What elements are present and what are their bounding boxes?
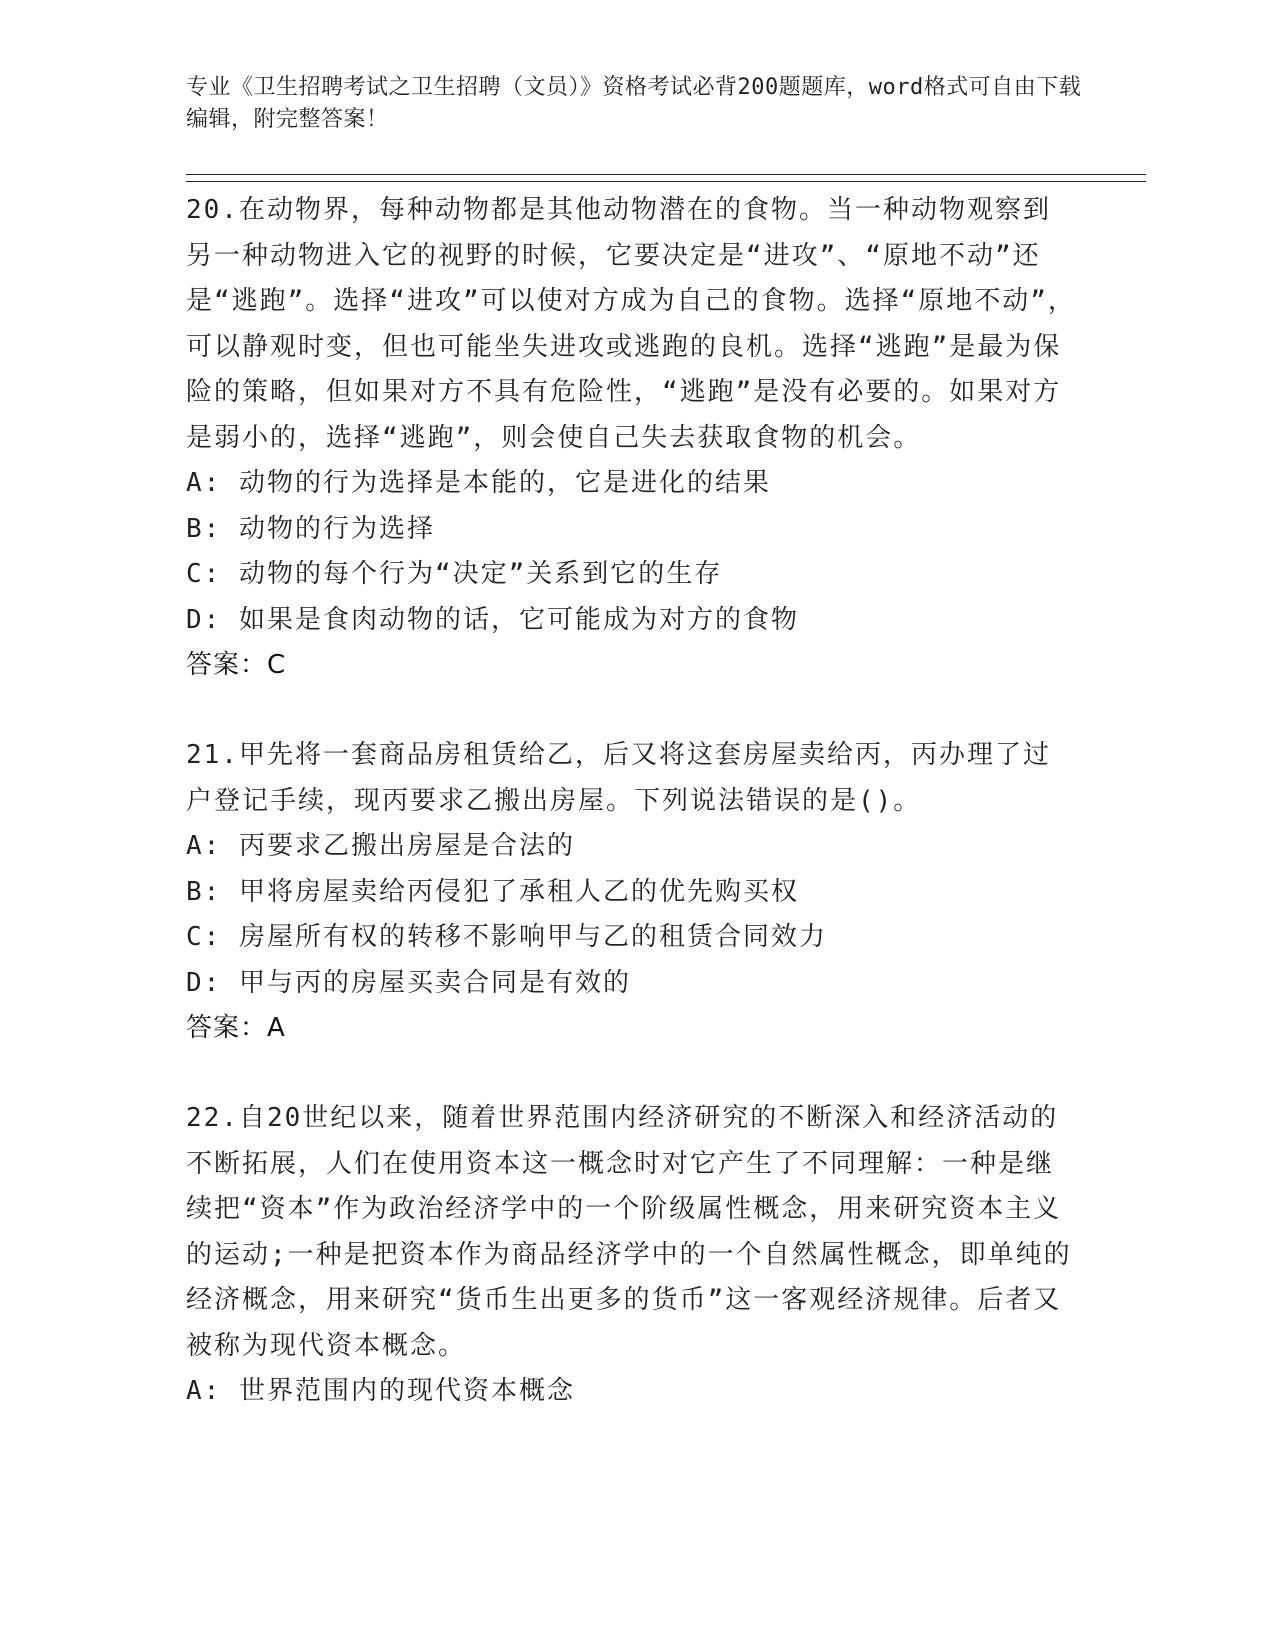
answer-label: 答案：A bbox=[186, 1013, 286, 1043]
question-text: 22.自20世纪以来，随着世界范围内经济研究的不断深入和经济活动的不断拓展，人们在使用资本这一概念时对它产生了不同理解：一种是继续把“资本”作为政治经济学中的一个阶级属性概念，用来研究资本主义的运动;一种是把资本作为商品经济学中的一个自然属性概念，即单纯的经济概念，用来研究“货币生出更多的货币”这一客观经济规律。后者又被称为现代资本概念。 bbox=[186, 1103, 1072, 1361]
header-text: 专业《卫生招聘考试之卫生招聘（文员）》资格考试必背200题题库，word格式可自由下载编辑，附完整答案！ bbox=[186, 75, 1082, 132]
option-b: B: 甲将房屋卖给丙侵犯了承租人乙的优先购买权 bbox=[186, 876, 799, 907]
question-spacer bbox=[186, 688, 1076, 733]
question-22 bbox=[186, 1096, 1076, 1415]
question-21 bbox=[186, 733, 1076, 1051]
question-list bbox=[186, 188, 1076, 1415]
option-d: D: 如果是食肉动物的话，它可能成为对方的食物 bbox=[186, 604, 799, 635]
option-a: A: 丙要求乙搬出房屋是合法的 bbox=[186, 831, 575, 861]
option-a: A: 世界范围内的现代资本概念 bbox=[186, 1376, 575, 1406]
option-a: A: 动物的行为选择是本能的，它是进化的结果 bbox=[186, 468, 771, 498]
option-b: B: 动物的行为选择 bbox=[186, 513, 435, 544]
page-header bbox=[186, 72, 1086, 136]
answer-label: 答案：C bbox=[186, 650, 287, 680]
question-text: 20.在动物界，每种动物都是其他动物潜在的食物。当一种动物观察到另一种动物进入它的视野的时候，它要决定是“进攻”、“原地不动”还是“逃跑”。选择“进攻”可以使对方成为自己的食物。选择“原地不动”，可以静观时变，但也可能坐失进攻或逃跑的良机。选择“逃跑”是最为保险的策略，但如果对方不具有危险性，“逃跑”是没有必要的。如果对方是弱小的，选择“逃跑”，则会使自己失去获取食物的机会。 bbox=[186, 195, 1076, 453]
header-divider-bottom bbox=[186, 181, 1146, 182]
question-text: 21.甲先将一套商品房租赁给乙，后又将这套房屋卖给丙，丙办理了过户登记手续，现丙要求乙搬出房屋。下列说法错误的是()。 bbox=[186, 740, 1051, 816]
option-c: C: 动物的每个行为“决定”关系到它的生存 bbox=[186, 559, 723, 589]
question-20 bbox=[186, 188, 1076, 688]
option-d: D: 甲与丙的房屋买卖合同是有效的 bbox=[186, 967, 631, 998]
option-c: C: 房屋所有权的转移不影响甲与乙的租赁合同效力 bbox=[186, 922, 827, 952]
question-spacer bbox=[186, 1051, 1076, 1096]
header-divider-top bbox=[186, 174, 1146, 175]
